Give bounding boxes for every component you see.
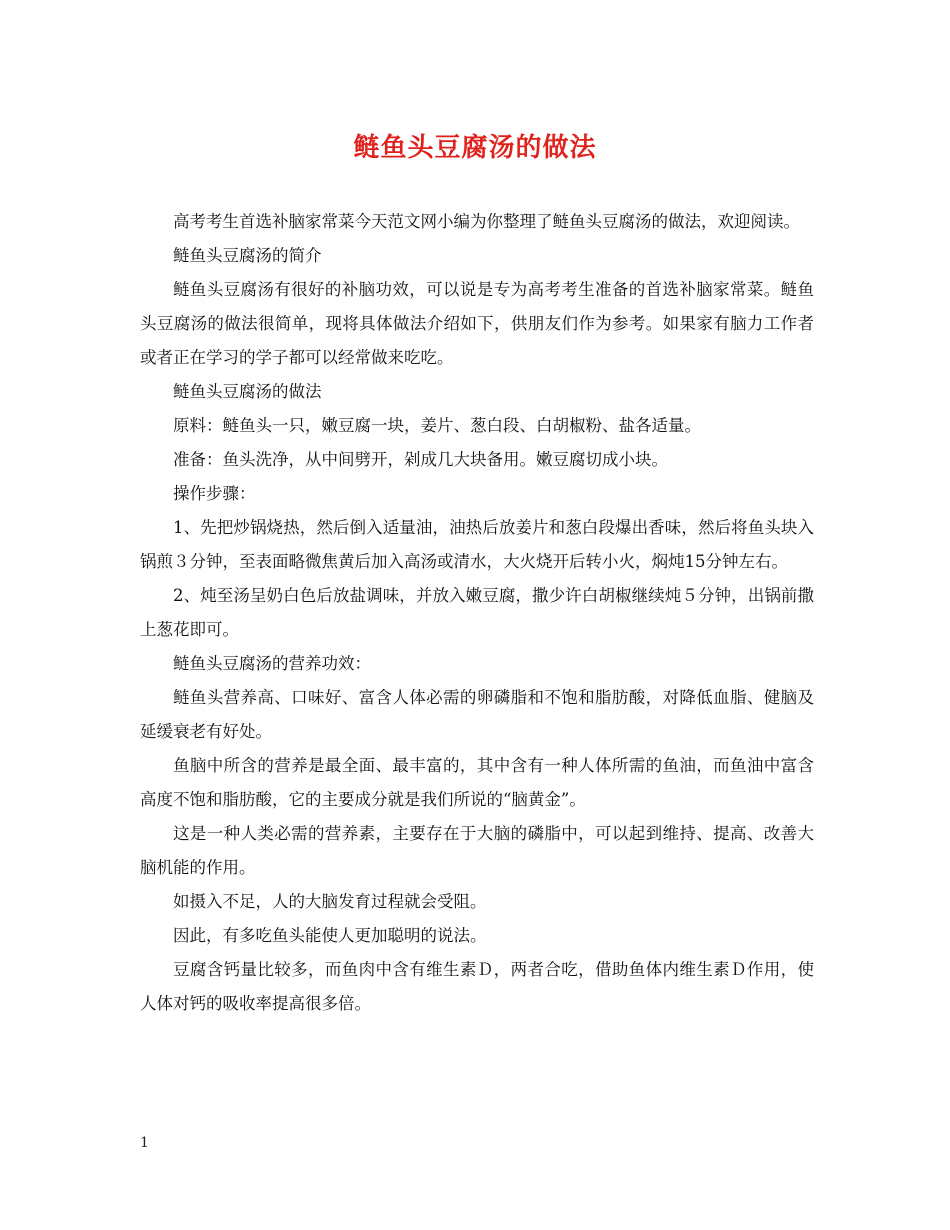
paragraph-ingredients: 原料：鲢鱼头一只，嫩豆腐一块，姜片、葱白段、白胡椒粉、盐各适量。 [173, 416, 701, 435]
paragraph-introduction: 鲢鱼头豆腐汤有很好的补脑功效，可以说是专为高考考生准备的首选补脑家常菜。鲢鱼头豆腐汤的做法很简单，现将具体做法介绍如下，供朋友们作为参考。如果家有脑力工作者或者正在学习的学子都可以经常做来吃吃。 [140, 280, 814, 367]
heading-nutrition: 鲢鱼头豆腐汤的营养功效： [173, 654, 371, 673]
paragraph-intro: 高考考生首选补脑家常菜今天范文网小编为你整理了鲢鱼头豆腐汤的做法，欢迎阅读。 [173, 212, 800, 231]
paragraph-nutrition-4: 如摄入不足，人的大脑发育过程就会受阻。 [173, 892, 487, 911]
paragraph-preparation: 准备：鱼头洗净，从中间劈开，剁成几大块备用。嫩豆腐切成小块。 [173, 450, 668, 469]
heading-introduction: 鲢鱼头豆腐汤的简介 [173, 246, 322, 265]
paragraph-nutrition-6: 豆腐含钙量比较多，而鱼肉中含有维生素Ｄ，两者合吃，借助鱼体内维生素Ｄ作用，使人体对钙的吸收率提高很多倍。 [140, 960, 814, 1013]
heading-steps: 操作步骤： [173, 484, 256, 503]
paragraph-step-2: 2、炖至汤呈奶白色后放盐调味，并放入嫩豆腐，撒少许白胡椒继续炖５分钟，出锅前撒上葱花即可。 [140, 586, 814, 639]
document-title: 鲢鱼头豆腐汤的做法 [353, 133, 597, 163]
document-body [140, 205, 814, 1021]
heading-method: 鲢鱼头豆腐汤的做法 [173, 382, 322, 401]
paragraph-nutrition-5: 因此，有多吃鱼头能使人更加聪明的说法。 [173, 926, 487, 945]
paragraph-nutrition-1: 鲢鱼头营养高、口味好、富含人体必需的卵磷脂和不饱和脂肪酸，对降低血脂、健脑及延缓衰老有好处。 [140, 688, 814, 741]
paragraph-nutrition-3: 这是一种人类必需的营养素，主要存在于大脑的磷脂中，可以起到维持、提高、改善大脑机能的作用。 [140, 824, 814, 877]
page-number: 1 [140, 1135, 149, 1151]
paragraph-step-1: 1、先把炒锅烧热，然后倒入适量油，油热后放姜片和葱白段爆出香味，然后将鱼头块入锅煎３分钟，至表面略微焦黄后加入高汤或清水，大火烧开后转小火，焖炖15分钟左右。 [140, 518, 814, 571]
paragraph-nutrition-2: 鱼脑中所含的营养是最全面、最丰富的，其中含有一种人体所需的鱼油，而鱼油中富含高度不饱和脂肪酸，它的主要成分就是我们所说的“脑黄金”。 [140, 756, 814, 809]
